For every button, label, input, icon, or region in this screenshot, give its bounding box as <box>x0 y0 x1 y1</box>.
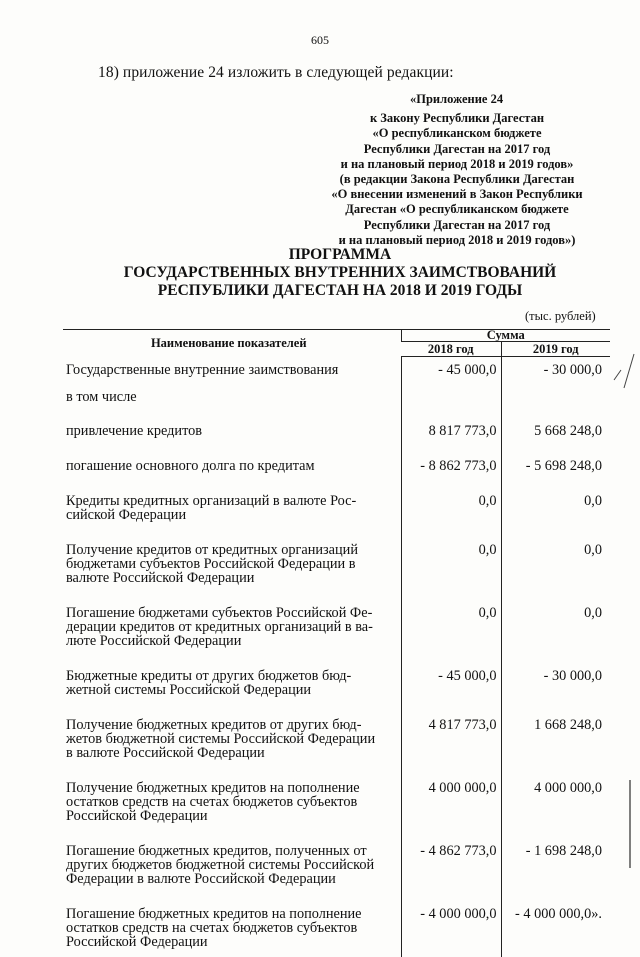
table-row <box>63 598 610 661</box>
value-2019: - 30 000,0 <box>501 357 610 391</box>
value-2019 <box>501 390 610 416</box>
appendix-title: «Приложение 24 <box>326 92 588 107</box>
value-2018: 0,0 <box>401 598 501 661</box>
value-2019: - 5 698 248,0 <box>501 451 610 486</box>
value-2018: 4 000 000,0 <box>401 773 501 836</box>
row-name: Погашение бюджетами субъектов Российской Фе- дерации кредитов от кредитных организаций в ва- люте Российской Федерации <box>63 598 401 661</box>
units-label: (тыс. рублей) <box>525 309 596 324</box>
header-name: Наименование показателей <box>63 330 401 357</box>
row-name: Получение бюджетных кредитов от других бюд- жетов бюджетной системы Российской Федерации в валюте Российской Федерации <box>63 710 401 773</box>
header-sum: Сумма <box>401 330 610 342</box>
value-2019: 0,0 <box>501 535 610 598</box>
value-2018: - 45 000,0 <box>401 661 501 710</box>
scan-mark <box>612 350 636 390</box>
row-name: в том числе <box>63 390 401 416</box>
page-number: 605 <box>0 33 640 48</box>
value-2019: 4 000 000,0 <box>501 773 610 836</box>
value-2019: 5 668 248,0 <box>501 416 610 451</box>
row-name: Государственные внутренние заимствования <box>63 357 401 391</box>
value-2018: - 8 862 773,0 <box>401 451 501 486</box>
row-name: Погашение бюджетных кредитов на пополнение остатков средств на счетах бюджетов субъектов Российской Федерации <box>63 899 401 957</box>
value-2018: 0,0 <box>401 535 501 598</box>
table-row <box>63 773 610 836</box>
value-2018 <box>401 390 501 416</box>
table-row <box>63 710 610 773</box>
appendix-line: к Закону Республики Дагестан <box>326 111 588 126</box>
appendix-line: «О республиканском бюджете <box>326 126 588 141</box>
appendix-line: «О внесении изменений в Закон Республики <box>326 187 588 202</box>
intro-text: 18) приложение 24 изложить в следующей редакции: <box>98 64 454 82</box>
header-year-2019: 2019 год <box>501 342 610 357</box>
value-2018: - 4 000 000,0 <box>401 899 501 957</box>
table-row <box>63 899 610 957</box>
row-name: Кредиты кредитных организаций в валюте Рос- сийской Федерации <box>63 486 401 535</box>
table-row <box>63 390 610 416</box>
row-name: Погашение бюджетных кредитов, полученных от других бюджетов бюджетной системы Российской Федерации в валюте Российской Федерации <box>63 836 401 899</box>
row-name: Бюджетные кредиты от других бюджетов бюд- жетной системы Российской Федерации <box>63 661 401 710</box>
row-name: погашение основного долга по кредитам <box>63 451 401 486</box>
table-body <box>63 357 610 957</box>
appendix-line: и на плановый период 2018 и 2019 годов» <box>326 157 588 172</box>
value-2019: 0,0 <box>501 486 610 535</box>
table-row <box>63 535 610 598</box>
appendix-line: Республики Дагестан на 2017 год <box>326 218 588 233</box>
appendix-heading <box>326 92 588 248</box>
value-2018: 4 817 773,0 <box>401 710 501 773</box>
value-2019: - 30 000,0 <box>501 661 610 710</box>
table-row <box>63 357 610 391</box>
program-title-line: РЕСПУБЛИКИ ДАГЕСТАН НА 2018 И 2019 ГОДЫ <box>0 282 640 300</box>
appendix-line: (в редакции Закона Республики Дагестан <box>326 172 588 187</box>
value-2019: - 1 698 248,0 <box>501 836 610 899</box>
borrowing-table <box>63 329 610 957</box>
header-year-2018: 2018 год <box>401 342 501 357</box>
program-title-line: ПРОГРАММА <box>0 246 640 264</box>
value-2018: - 4 862 773,0 <box>401 836 501 899</box>
table-row <box>63 836 610 899</box>
table-row <box>63 661 610 710</box>
table-row <box>63 416 610 451</box>
row-name: Получение кредитов от кредитных организаций бюджетами субъектов Российской Федерации в валюте Российской Федерации <box>63 535 401 598</box>
value-2019: 1 668 248,0 <box>501 710 610 773</box>
program-title-line: ГОСУДАРСТВЕННЫХ ВНУТРЕННИХ ЗАИМСТВОВАНИЙ <box>0 264 640 282</box>
value-2018: 0,0 <box>401 486 501 535</box>
appendix-line: и на плановый период 2018 и 2019 годов») <box>326 233 588 248</box>
value-2018: 8 817 773,0 <box>401 416 501 451</box>
table-row <box>63 451 610 486</box>
appendix-line: Республики Дагестан на 2017 год <box>326 142 588 157</box>
appendix-line: Дагестан «О республиканском бюджете <box>326 202 588 217</box>
table-row <box>63 486 610 535</box>
row-name: Получение бюджетных кредитов на пополнение остатков средств на счетах бюджетов субъектов Российской Федерации <box>63 773 401 836</box>
scan-mark-edge <box>625 780 635 870</box>
row-name: привлечение кредитов <box>63 416 401 451</box>
value-2019: - 4 000 000,0». <box>501 899 610 957</box>
value-2019: 0,0 <box>501 598 610 661</box>
program-title <box>0 246 640 300</box>
value-2018: - 45 000,0 <box>401 357 501 391</box>
